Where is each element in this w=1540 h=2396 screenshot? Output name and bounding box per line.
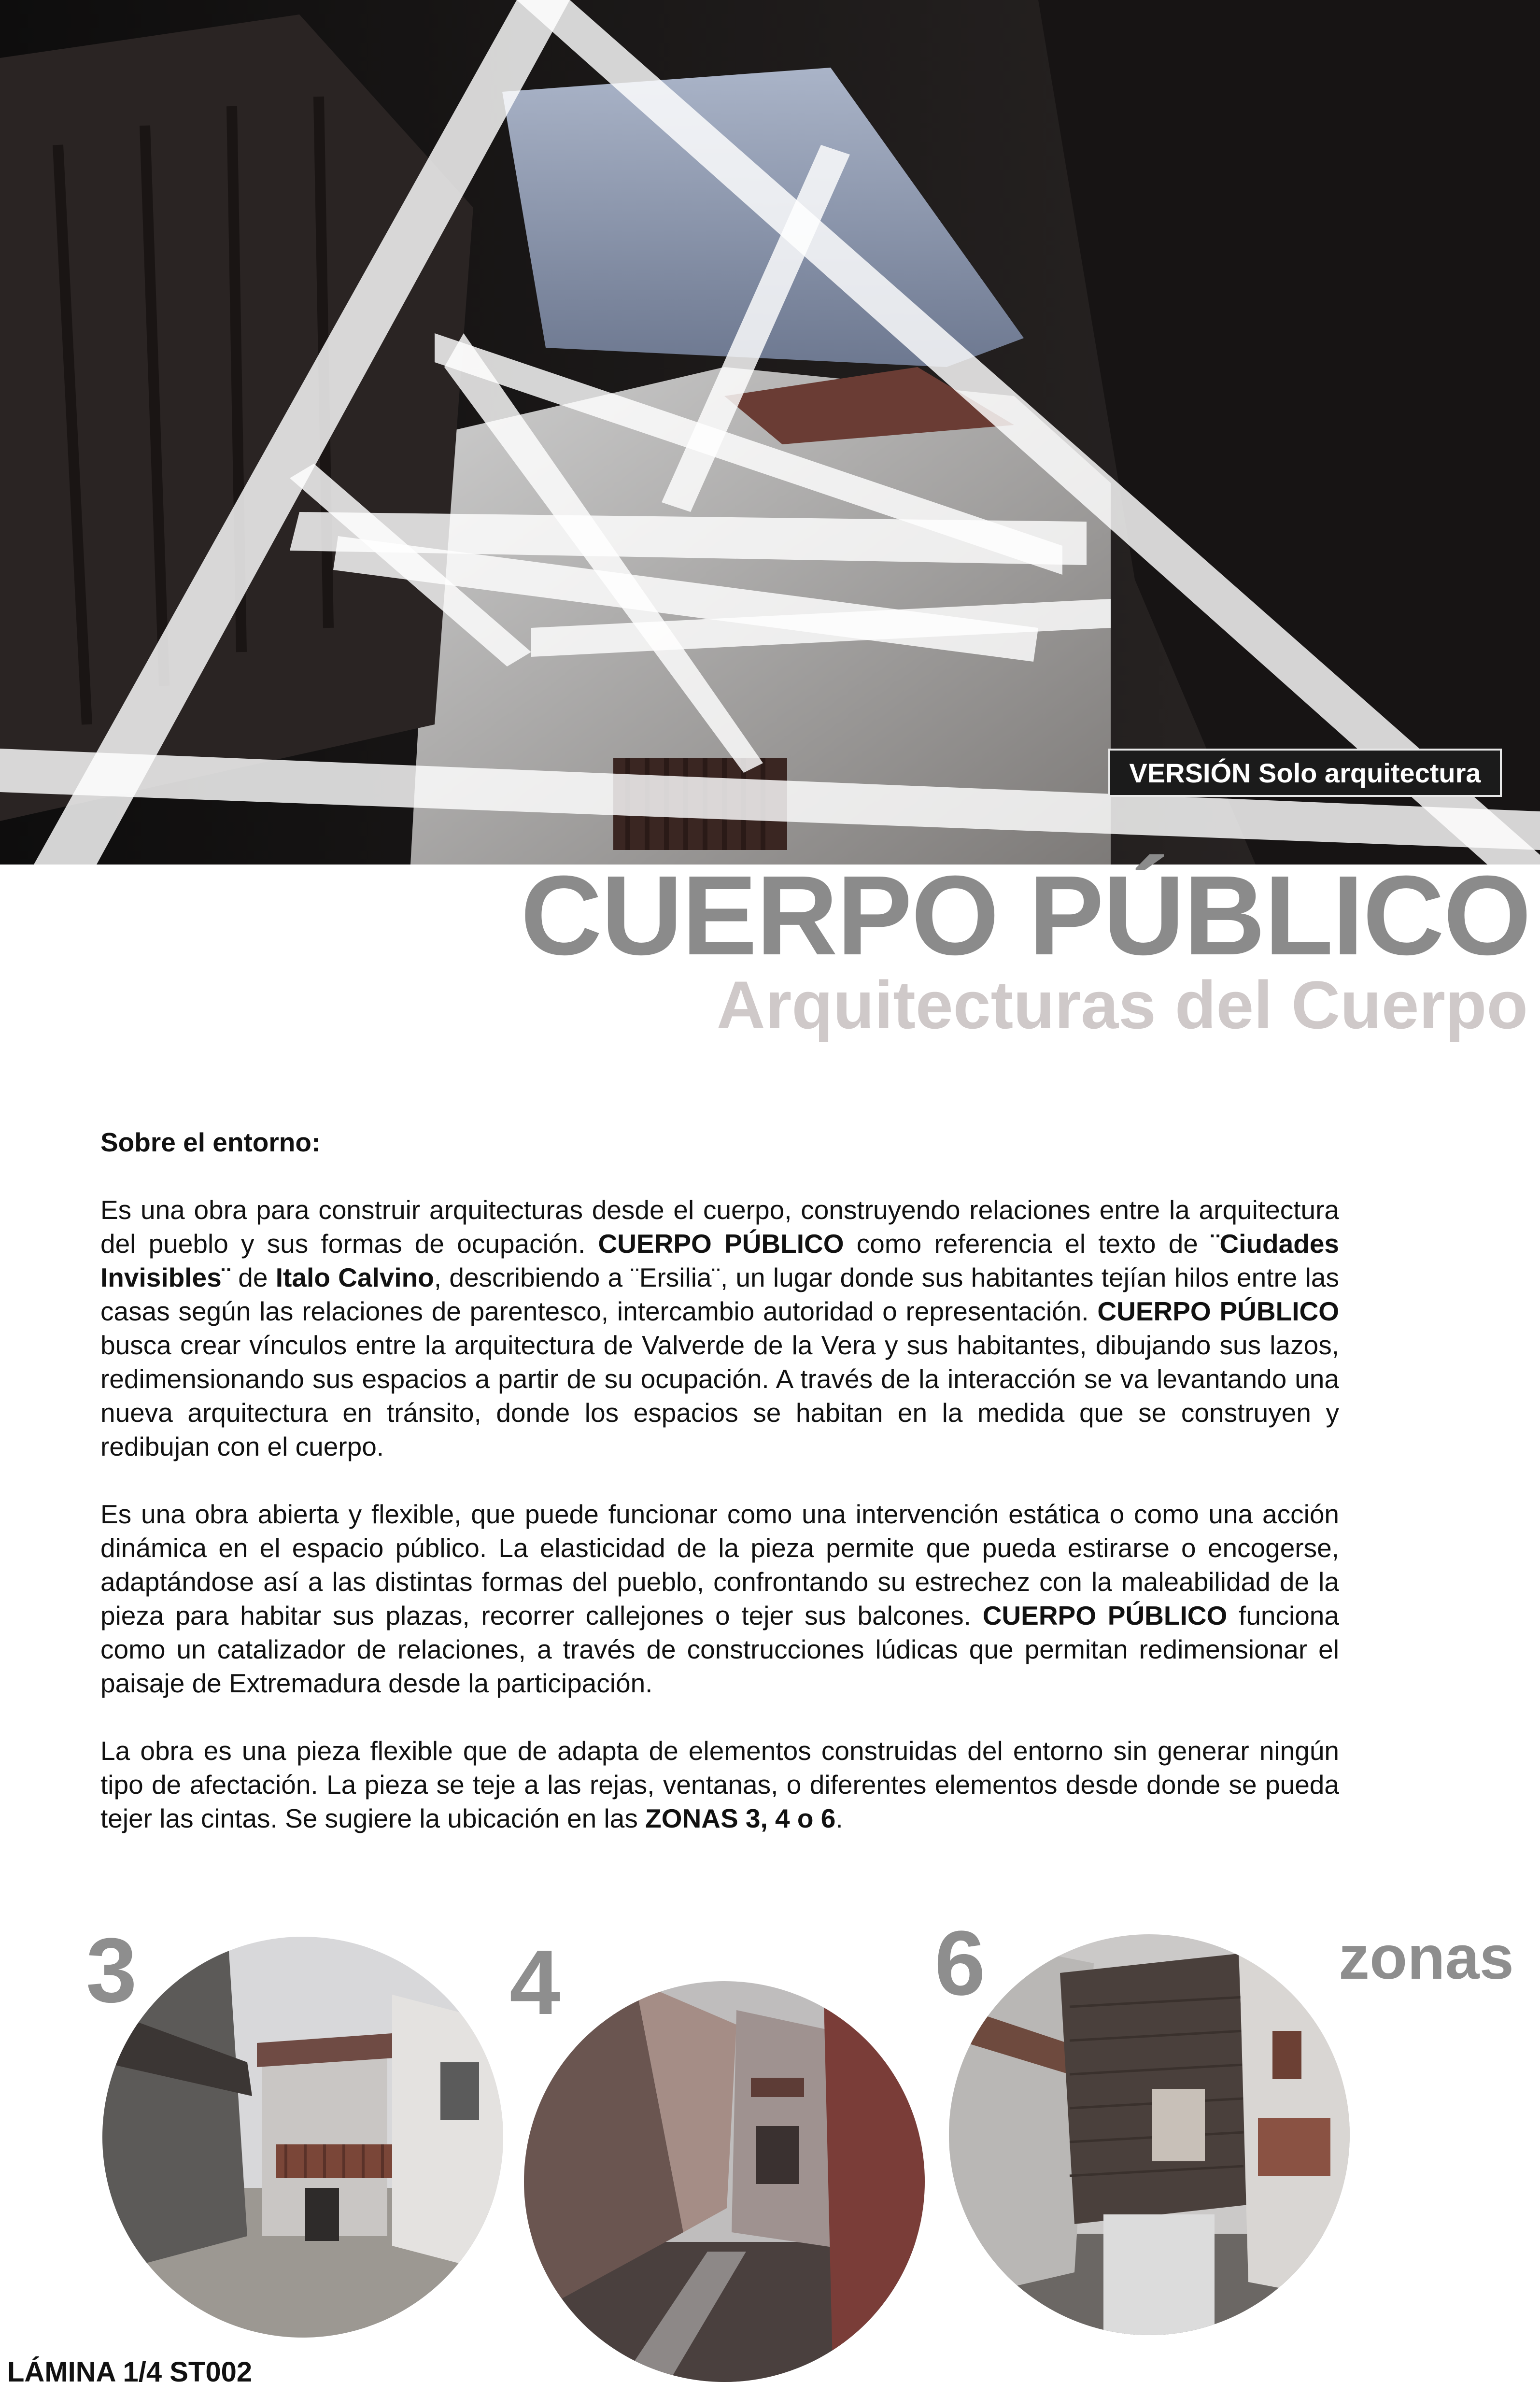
version-badge [1108,749,1502,797]
paragraph-text: Es una obra abierta y flexible, que puede funcionar como una intervención estática o como una acción dinámica en el espacio público. La elasticidad de la pieza permite que pueda estirarse o encogerse, adaptándose así a las distintas formas del pueblo, confrontando su estrechez con la maleabilidad de la pieza para habitar sus plazas, recorrer callejones o tejer sus balcones. [100,1499,1339,1630]
page-title: CUERPO PÚBLICO [520,852,1530,978]
hero-illustration [0,0,1540,865]
paragraph-text: de [230,1262,276,1292]
body-paragraph [100,1193,1339,1463]
paragraph-text: busca crear vínculos entre la arquitectura de Valverde de la Vera y sus habitantes, dibujando sus lazos, redimensionando sus espacios a partir de su ocupación. A través de la interacción se va levantando una nueva arquitectura en tránsito, donde los espacios se habitan en la medida que se construyen y redibujan con el cuerpo. [100,1330,1339,1461]
page-subtitle: Arquitecturas del Cuerpo [716,967,1528,1043]
emphasis-text: CUERPO PÚBLICO [1097,1296,1339,1326]
paragraph-text: Es una obra para construir arquitecturas desde el cuerpo, construyendo relaciones entre la arquitectura del pueblo y sus formas de ocupación. [100,1195,1339,1259]
body-paragraph [100,1734,1339,1835]
paragraph-text: . [835,1803,843,1833]
emphasis-text: CUERPO PÚBLICO [982,1601,1228,1630]
zone-number-6: 6 [934,1912,986,2014]
description-section [100,1125,1339,1869]
emphasis-text: ZONAS 3, 4 o 6 [645,1803,836,1833]
emphasis-text: ¨Ciudades Invisibles¨ [100,1229,1339,1292]
paragraph-text: , describiendo a ¨Ersilia¨, un lugar donde sus habitantes tejían hilos entre las casas según las relaciones de parentesco, intercambio autoridad o representación. [100,1262,1339,1326]
paragraph-text: funciona como un catalizador de relaciones, a través de construcciones lúdicas que permitan redimensionar el paisaje de Extremadura desde la participación. [100,1601,1339,1698]
emphasis-text: CUERPO PÚBLICO [598,1229,844,1259]
zone-number-3: 3 [86,1919,137,2022]
section-heading: Sobre el entorno: [100,1127,321,1157]
section-paragraphs [100,1193,1339,1835]
zones-label: zonas [1339,1923,1514,1992]
zone-number-4: 4 [509,1931,561,2034]
paragraph-text: La obra es una pieza flexible que de adapta de elementos construidas del entorno sin generar ningún tipo de afectación. La pieza se teje a las rejas, ventanas, o diferentes elementos desde donde se pueda tejer las cintas. Se sugiere la ubicación en las [100,1736,1339,1833]
zone-6-photo [949,1934,1350,2335]
emphasis-text: Italo Calvino [275,1262,434,1292]
sheet-label: LÁMINA 1/4 ST002 [7,2356,253,2388]
zone-3-photo [102,1937,503,2338]
paragraph-text: como referencia el texto de [844,1229,1211,1259]
version-label: VERSIÓN Solo arquitectura [1129,757,1481,788]
hero-photo [0,0,1540,865]
body-paragraph [100,1497,1339,1700]
zone-4-photo [524,1981,925,2382]
